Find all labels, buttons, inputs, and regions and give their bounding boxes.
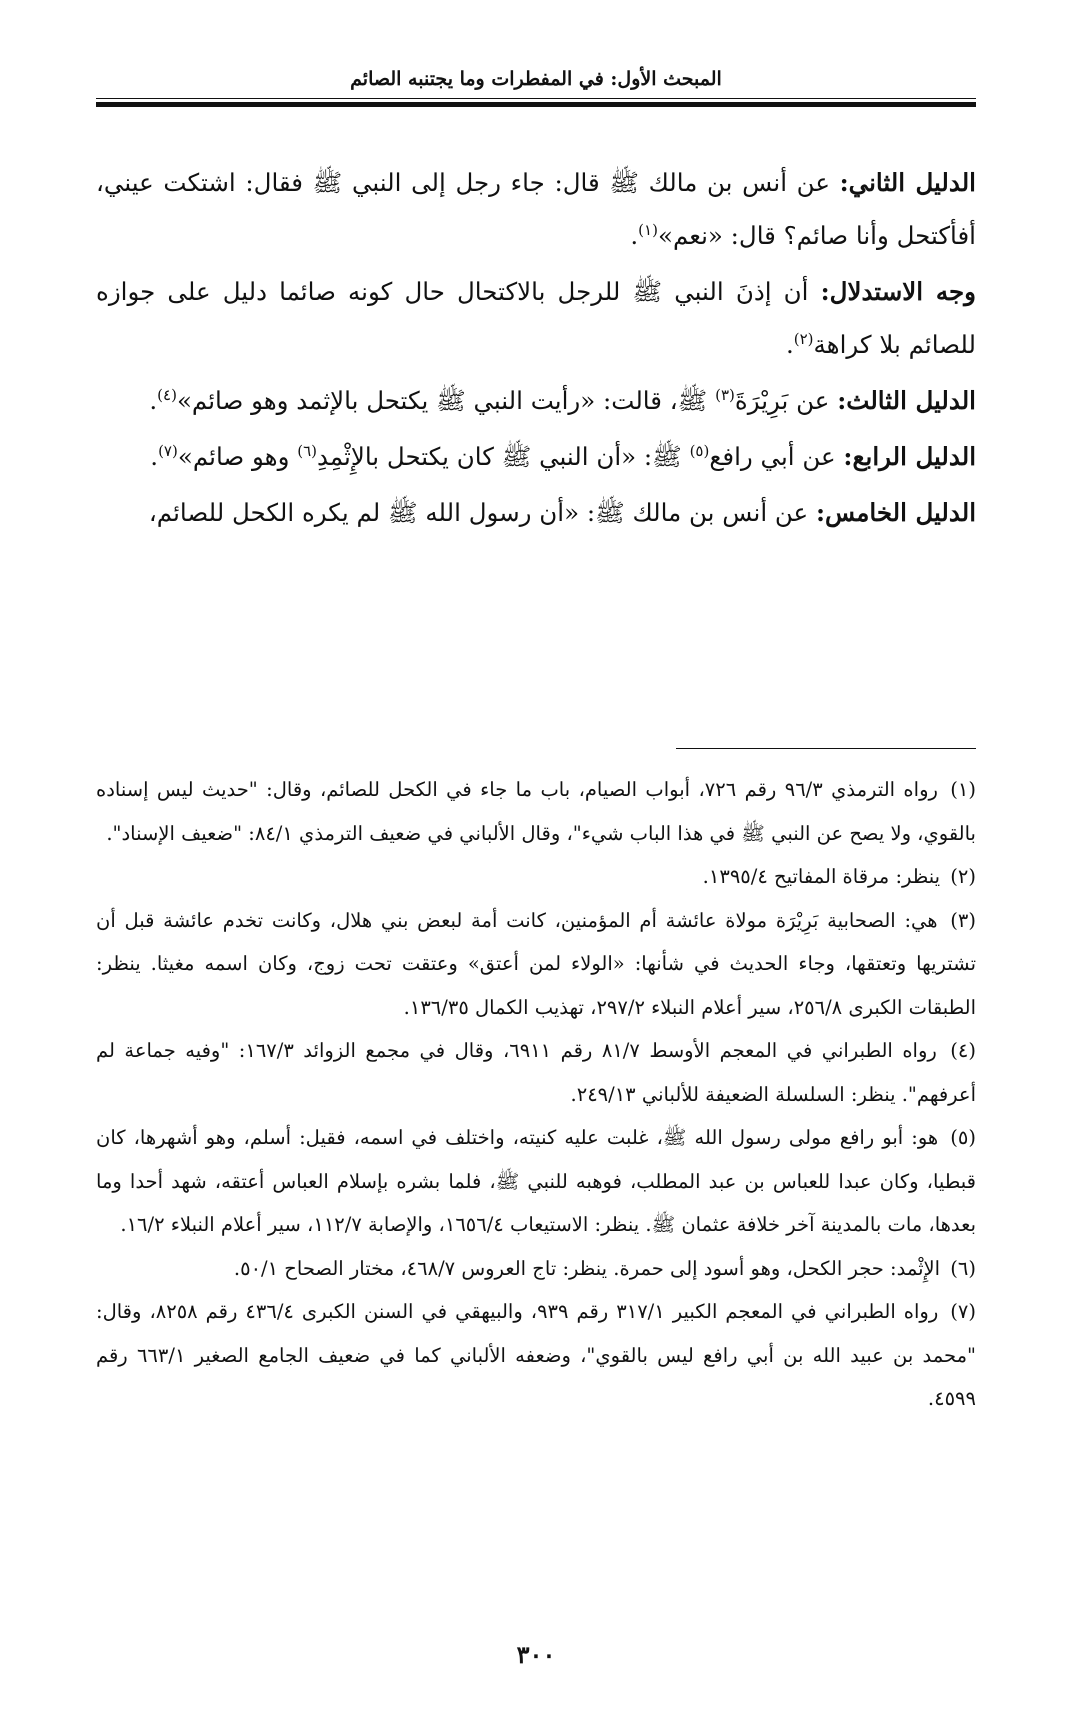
paragraph-lead: الدليل الرابع: [843, 442, 976, 471]
footnote-number: (٥) [950, 1126, 976, 1149]
footnote [96, 1029, 976, 1116]
paragraph-lead: الدليل الثالث: [837, 386, 976, 415]
footnote-text: رواه الطبراني في المعجم الكبير ٣١٧/١ رقم ٩٣٩، والبيهقي في السنن الكبرى ٤٣٦/٤ رقم ٨٢٥٨، وقال: "محمد بن عبيد الله بن أبي رافع ليس بالقوي"، وضعفه الألباني كما في ضعيف الجامع الصغير ٦٦٣/١ رقم ٤٥٩٩. [96, 1300, 976, 1410]
footnote-text: هو: أبو رافع مولى رسول الله ﷺ، غلبت عليه كنيته، واختلف في اسمه، فقيل: أسلم، وهو أشهرها، كان قبطيا، وكان عبدا للعباس بن عبد المطلب، فوهبه للنبي ﷺ، فلما بشره بإسلام العباس أعتقه، شهد أحدا وما بعدها، مات بالمدينة آخر خلافة عثمان ﷺ. ينظر: الاستيعاب ١٦٥٦/٤، والإصابة ١١٢/٧، سير أعلام النبلاء ١٦/٢. [96, 1126, 976, 1236]
paragraph-tail: . [630, 221, 639, 250]
header-rule-thick [96, 102, 976, 107]
paragraph-lead: الدليل الثاني: [839, 168, 976, 197]
paragraph-lead: الدليل الخامس: [815, 498, 976, 527]
footnote-text: ينظر: مرقاة المفاتيح ١٣٩٥/٤. [702, 865, 941, 888]
paragraph-lead: وجه الاستدلال: [820, 277, 976, 306]
footnote [96, 1290, 976, 1421]
footnote [96, 768, 976, 855]
footnote-text: رواه الترمذي ٩٦/٣ رقم ٧٢٦، أبواب الصيام، باب ما جاء في الكحل للصائم، وقال: "حديث ليس إسناده بالقوي، ولا يصح عن النبي ﷺ في هذا الباب شيء"، وقال الألباني في ضعيف الترمذي ٨٤/١: "ضعيف الإسناد". [96, 778, 976, 845]
paragraph-text: عن أبي رافع [709, 442, 844, 471]
footnotes [96, 768, 976, 1421]
footnote-ref[interactable]: (٤) [157, 385, 177, 404]
footnote-number: (٦) [950, 1256, 976, 1280]
footnote-number: (٢) [950, 865, 976, 888]
footnote-ref[interactable]: (٢) [793, 329, 814, 348]
footnote-text: رواه الطبراني في المعجم الأوسط ٨١/٧ رقم ٦٩١١، وقال في مجمع الزوائد ١٦٧/٣: "وفيه جماعة لم أعرفهم". ينظر: السلسلة الضعيفة للألباني ٢٤٩/١٣. [96, 1039, 976, 1106]
footnote-number: (٤) [950, 1039, 976, 1062]
paragraph-text: أن إذنَ النبي ﷺ للرجل بالاكتحال حال كونه صائما دليل على جوازه للصائم بلا كراهة [96, 277, 976, 359]
paragraph-tail: . [150, 442, 159, 471]
paragraph-evidence-4 [96, 430, 976, 483]
running-header: المبحث الأول: في المفطرات وما يجتنبه الصائم [350, 68, 722, 90]
footnote-number: (١) [950, 778, 976, 801]
paragraph-tail: . [149, 386, 158, 415]
footnote-number: (٣) [950, 908, 976, 932]
footnote [96, 1116, 976, 1247]
footnote-ref[interactable]: (٣) [715, 385, 735, 404]
footnote-separator [676, 748, 976, 749]
footnote-number: (٧) [950, 1300, 976, 1323]
paragraph-evidence-2 [96, 156, 976, 262]
paragraph-tail: . [785, 330, 794, 359]
paragraph-evidence-5 [96, 486, 976, 539]
footnote [96, 855, 976, 899]
footnote-ref[interactable]: (١) [638, 220, 658, 239]
footnote [96, 1247, 976, 1291]
paragraph-text: ﷺ، قالت: «رأيت النبي ﷺ يكتحل بالإثمد وهو صائم» [176, 386, 716, 415]
header-rule-thin [96, 98, 976, 99]
paragraph-text: ﷺ: «أن النبي ﷺ كان يكتحل بالإِثْمِدِ [317, 442, 690, 471]
footnote [96, 899, 976, 1030]
footnote-ref[interactable]: (٦) [297, 441, 317, 460]
footnote-ref[interactable]: (٧) [158, 441, 178, 460]
footnote-text: الإِثْمد: حجر الكحل، وهو أسود إلى حمرة. ينظر: تاج العروس ٤٦٨/٧، مختار الصحاح ٥٠/١. [233, 1256, 941, 1280]
footnote-text: هي: الصحابية بَرِيْرَة مولاة عائشة أم المؤمنين، كانت أمة لبعض بني هلال، وكانت تخدم عائشة قبل أن تشتريها وتعتقها، وجاء الحديث في شأنها: «الولاء لمن أعتق» وعتقت تحت زوج، وكان اسمه مغيثا. ينظر: الطبقات الكبرى ٢٥٦/٨، سير أعلام النبلاء ٢٩٧/٢، تهذيب الكمال ١٣٦/٣٥. [96, 908, 976, 1019]
paragraph-text: عن بَرِيْرَةَ [734, 386, 838, 415]
paragraph-text: عن أنس بن مالك ﷺ: «أن رسول الله ﷺ لم يكره الكحل للصائم، [148, 498, 816, 527]
paragraph-evidence-3 [96, 374, 976, 427]
paragraph-text: وهو صائم» [177, 442, 298, 471]
paragraph-text: عن أنس بن مالك ﷺ قال: جاء رجل إلى النبي ﷺ فقال: اشتكت عيني، أفأكتحل وأنا صائم؟ قال: «نعم» [96, 168, 976, 250]
paragraph-inference [96, 265, 976, 371]
footnote-ref[interactable]: (٥) [689, 441, 710, 460]
page-number: ٣٠٠ [516, 1640, 556, 1669]
main-text [96, 156, 976, 542]
